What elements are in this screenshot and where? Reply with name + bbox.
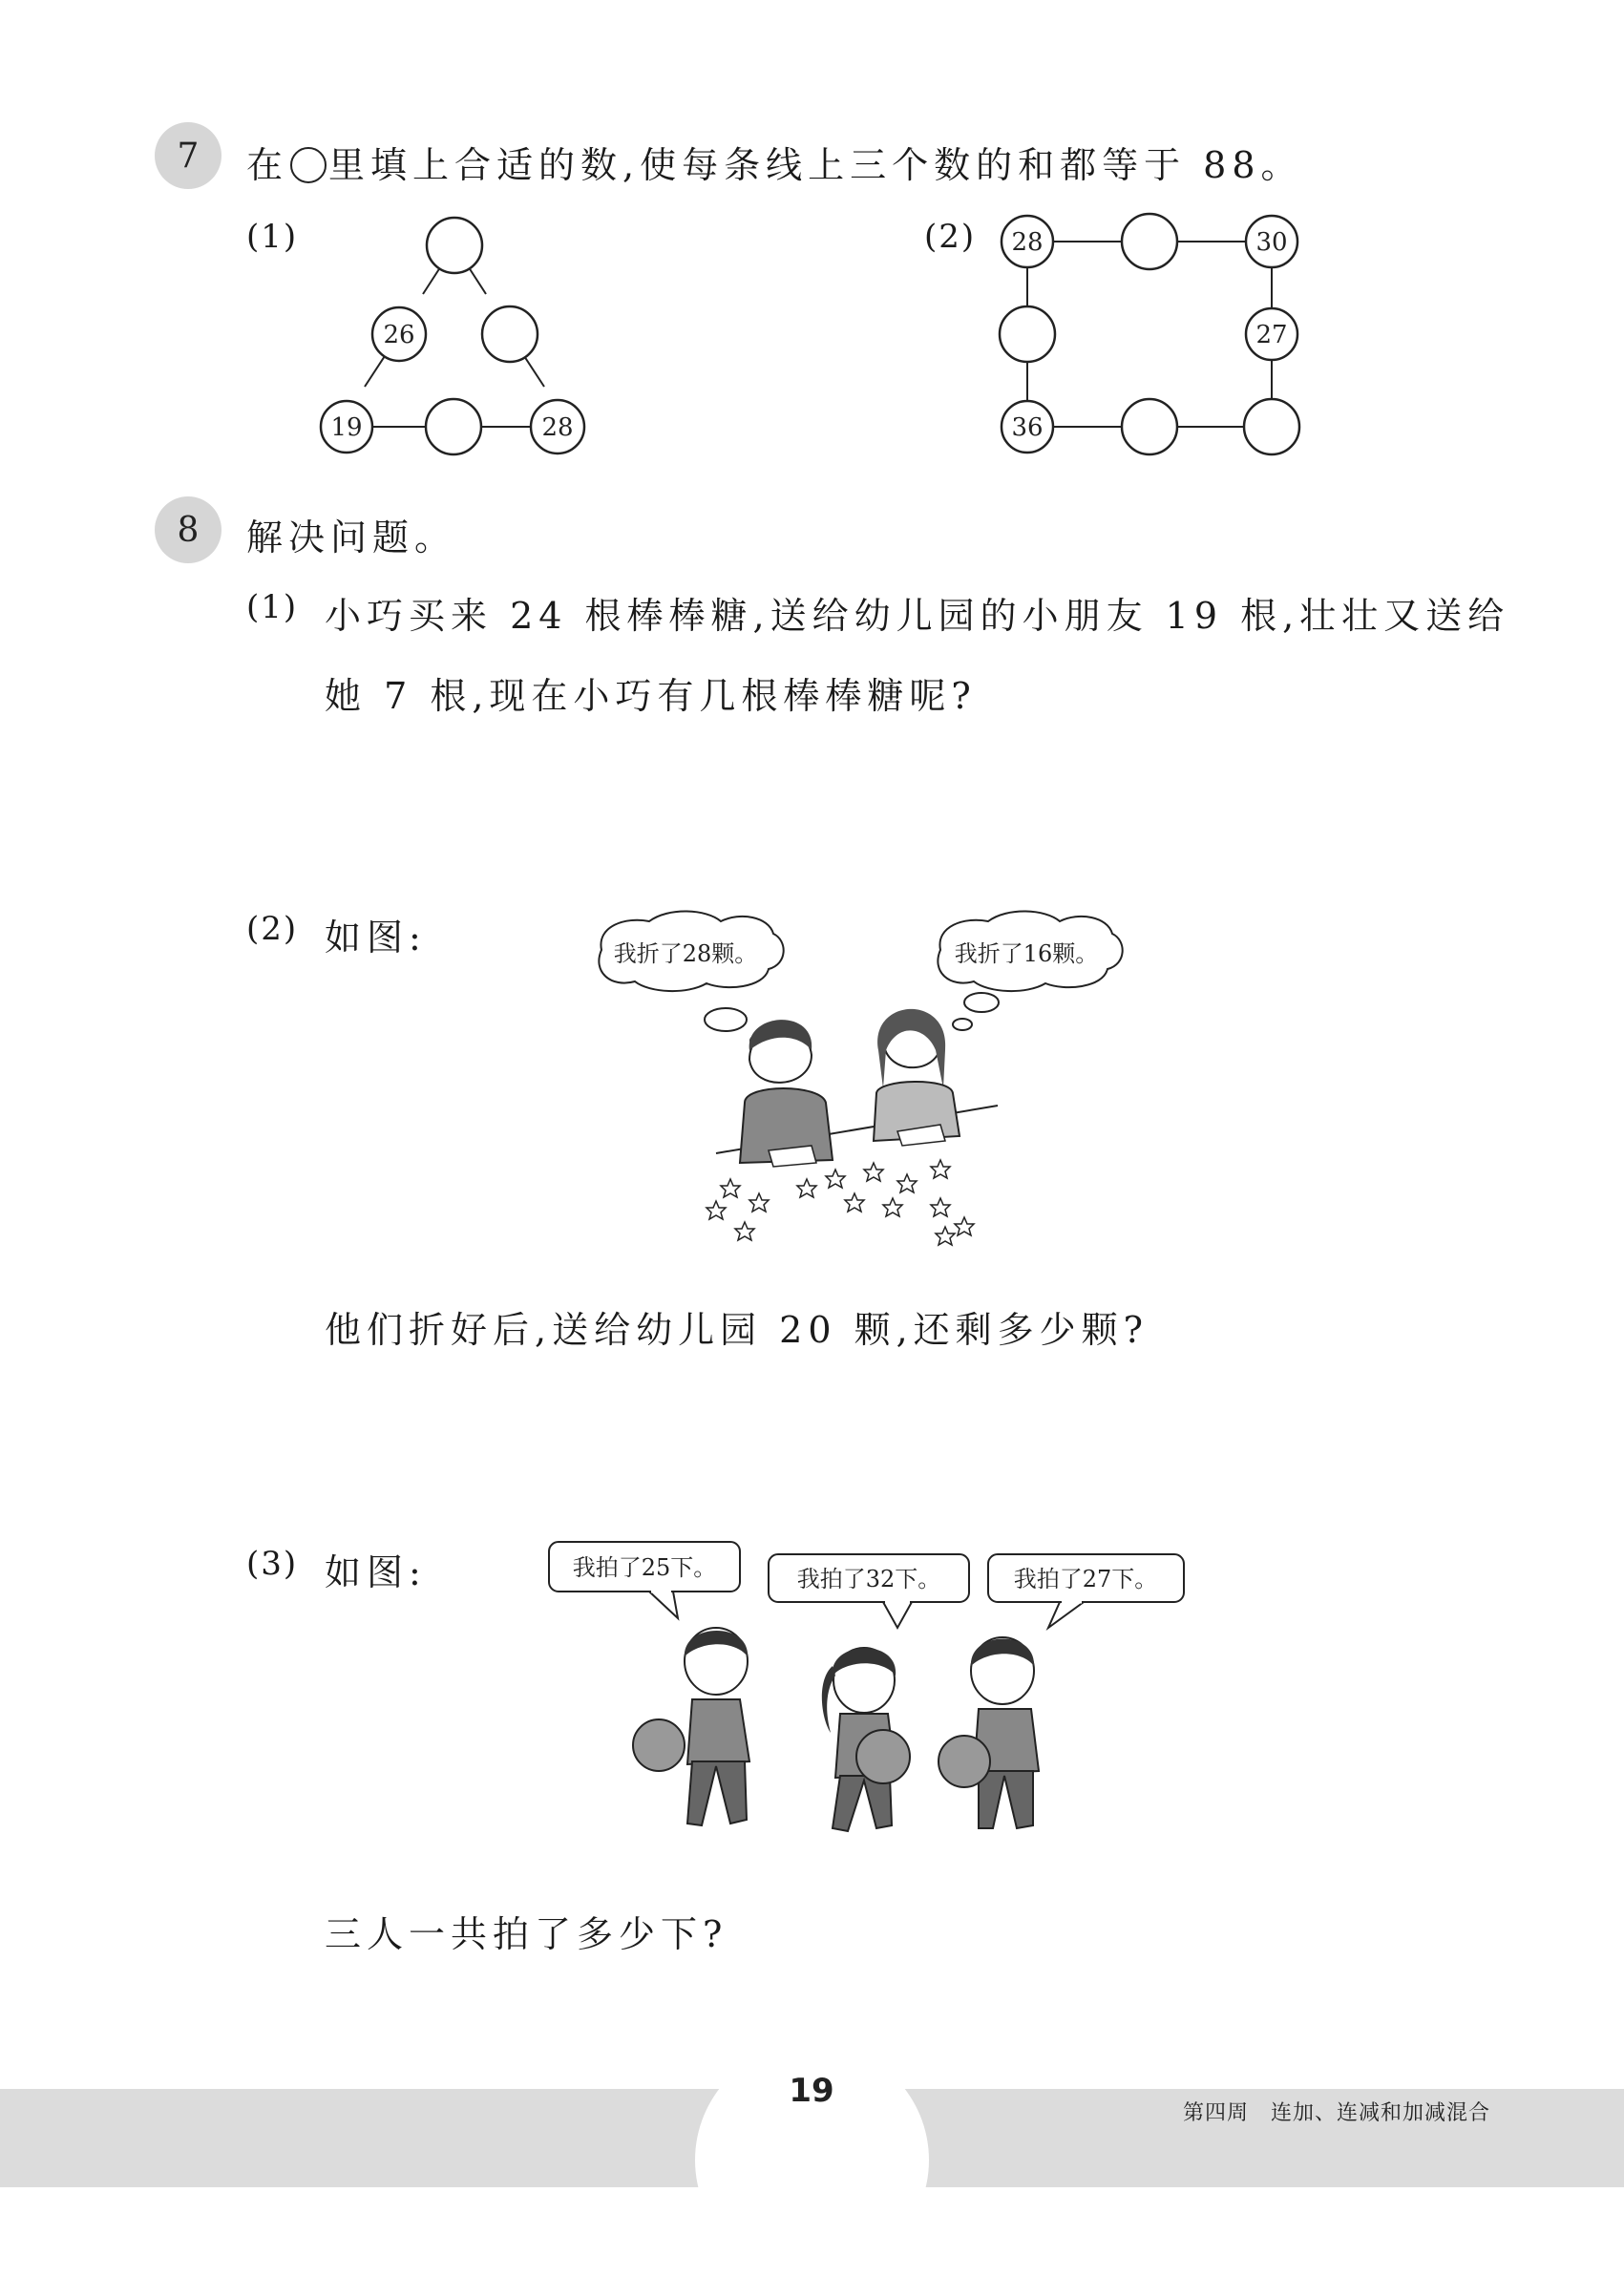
bubble-right-text: 我折了16颗。 [954, 940, 1099, 967]
boy-figure [740, 1020, 833, 1167]
triangle-value-bottom-right: 28 [541, 413, 574, 442]
bubble-3-text: 我拍了27下。 [1013, 1566, 1158, 1592]
q7-text-after: 里填上合适的数,使每条线上三个数的和都等于 88。 [328, 144, 1303, 186]
child-1-figure [633, 1628, 749, 1825]
question-8-number [155, 496, 221, 563]
q7-part1-label: (1) [246, 218, 299, 256]
q8-p1-label: (1) [246, 588, 299, 626]
bouncing-balls-illustration [544, 1537, 1193, 1852]
rect-blank-top-mid[interactable] [1122, 214, 1177, 269]
q7-text-before: 在 [246, 144, 289, 186]
question-8-number-text: 8 [177, 510, 200, 550]
girl-figure [874, 1009, 960, 1146]
thought-bubble-left [599, 911, 783, 1046]
bubble-1-text: 我拍了25下。 [572, 1554, 717, 1581]
page-number: 19 [789, 2072, 834, 2110]
triangle-value-left-mid: 26 [383, 321, 415, 349]
triangle-blank-top[interactable] [427, 218, 482, 273]
thought-bubble-right [938, 911, 1122, 1030]
q8-p1-line1: 小巧买来 24 根棒棒糖,送给幼儿园的小朋友 19 根,壮壮又送给 [325, 595, 1510, 637]
q8-p2-question: 他们折好后,送给幼儿园 20 颗,还剩多少颗? [325, 1309, 1149, 1351]
question-8-title: 解决问题。 [246, 517, 457, 559]
rect-blank-left-mid[interactable] [1000, 306, 1055, 362]
rect-value-top-right: 30 [1255, 228, 1288, 257]
q8-p3-intro: 如图: [325, 1551, 427, 1593]
triangle-diagram [306, 205, 601, 468]
rect-value-right-mid: 27 [1255, 321, 1288, 349]
q8-p2-label: (2) [246, 910, 299, 948]
bubble-2-text: 我拍了32下。 [796, 1566, 941, 1592]
question-7-number [155, 122, 221, 189]
question-7-instruction [246, 136, 1303, 188]
bubble-left-text: 我折了28颗。 [613, 940, 758, 967]
folding-stars-illustration [582, 907, 1155, 1260]
q8-p3-label: (3) [246, 1545, 299, 1583]
blank-circle-icon [290, 147, 327, 183]
speech-bubble-2 [769, 1554, 969, 1628]
rect-value-bottom-left: 36 [1011, 413, 1044, 442]
triangle-blank-right-mid[interactable] [482, 306, 538, 362]
rectangle-diagram [983, 205, 1318, 468]
chapter-title: 第四周 连加、连减和加减混合 [1182, 2101, 1490, 2125]
rect-blank-bottom-mid[interactable] [1122, 399, 1177, 454]
q7-part2-label: (2) [924, 218, 977, 256]
rect-value-top-left: 28 [1011, 228, 1044, 257]
child-2-figure [822, 1648, 910, 1831]
question-7-number-text: 7 [177, 136, 200, 176]
speech-bubble-3 [988, 1554, 1184, 1628]
q8-p3-question: 三人一共拍了多少下? [325, 1913, 728, 1955]
triangle-blank-bottom-mid[interactable] [426, 399, 481, 454]
child-3-figure [939, 1637, 1039, 1828]
triangle-value-bottom-left: 19 [330, 413, 363, 442]
speech-bubble-1 [549, 1542, 740, 1618]
q8-p1-line2: 她 7 根,现在小巧有几根棒棒糖呢? [325, 675, 977, 717]
rect-blank-bottom-right[interactable] [1244, 399, 1299, 454]
q8-p2-intro: 如图: [325, 917, 427, 959]
paper-stars [707, 1160, 974, 1245]
